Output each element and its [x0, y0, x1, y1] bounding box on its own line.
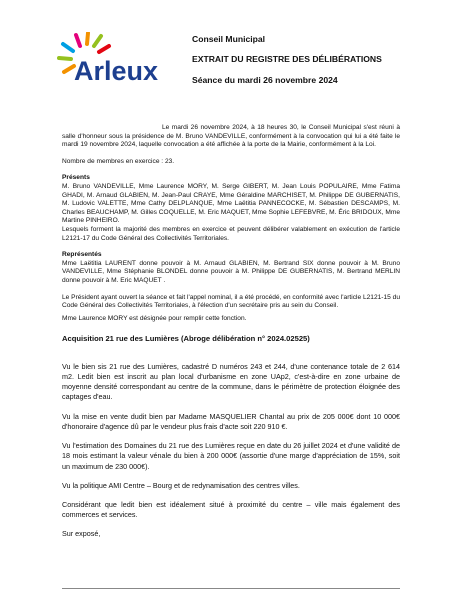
representes-title: Représentés [62, 251, 102, 259]
logo-text: Arleux [74, 56, 159, 86]
representes-list: Mme Laëtitia LAURENT donne pouvoir à M. Arnaud GLABIEN, M. Bertrand SIX donne pouvoir à M. Bruno VANDEVILLE, Mme Stéphanie BLONDEL donne pouvoir à M. Philippe DE GUBERNATIS, M. Bertrand MERLIN donne pouvoir à M. Eric MAQUET . [62, 259, 400, 284]
register-title: EXTRAIT DU REGISTRE DES DÉLIBÉRATIONS [192, 54, 382, 64]
paragraph-2: Vu la mise en vente dudit bien par Madame MASQUELIER Chantal au prix de 205 000€ dont 10 000€ d'honoraire d'agence dû par le vendeur plus frais d'acte soit 220 910 €. [62, 411, 400, 431]
majority-note: Lesquels forment la majorité des membres en exercice et peuvent délibérer valablement en exécution de l'article L2121-17 du Code Général des Collectivités Territoriales. [62, 225, 400, 242]
document-body [62, 124, 400, 540]
deliberation-subject: Acquisition 21 rue des Lumières (Abroge délibération n° 2024.02525) [62, 334, 310, 344]
appel-paragraph: Le Président ayant ouvert la séance et fait l'appel nominal, il a été procédé, en conformité avec l'article L2121-15 du Code Général des Collectivités Territoriales, à l'élection d'un secrétaire pris au sein du Conseil. [62, 293, 400, 310]
deliberation-text [62, 344, 400, 540]
paragraph-3: Vu l'estimation des Domaines du 21 rue des Lumières reçue en date du 26 juillet 2024 et d'une validité de 18 mois estimant la valeur vénale du bien à 200 000€ (assortie d'une marge d'appréciation de 15%, soit un maximum de 230 000€). [62, 441, 400, 471]
footer-divider [62, 588, 400, 589]
arleux-logo [56, 32, 174, 88]
secretary-line: Mme Laurence MORY est désignée pour remplir cette fonction. [62, 314, 247, 322]
paragraph-4: Vu la politique AMI Centre – Bourg et de redynamisation des centres villes. [62, 480, 300, 490]
members-count: Nombre de membres en exercice : 23. [62, 157, 175, 165]
intro-paragraph: Le mardi 26 novembre 2024, à 18 heures 30, le Conseil Municipal s'est réuni à salle d'honneur sous la présidence de M. Bruno VANDEVILLE, conformément à la convocation qui lui a été faite le mardi 19 novembre 2024, laquelle convocation a été affichée à la porte de la Mairie, conformément à la Loi. [62, 124, 400, 149]
paragraph-1: Vu le bien sis 21 rue des Lumières, cadastré D numéros 243 et 244, d'une contenance totale de 2 614 m2. Ledit bien est inscrit au plan local d'urbanisme en zone UAp2, c'est-à-dire en zone urbaine de moyenne densité correspondant au centre de la commune, dans le périmètre de protection éloignée des captages d'eau. [62, 361, 400, 402]
document-header [192, 34, 432, 96]
paragraph-5: Considérant que ledit bien est idéalement situé à proximité du centre – ville mais également des commerces et services. [62, 499, 400, 520]
presents-title: Présents [62, 174, 90, 182]
session-date: Séance du mardi 26 novembre 2024 [192, 75, 338, 85]
council-title: Conseil Municipal [192, 34, 266, 44]
presents-list: M. Bruno VANDEVILLE, Mme Laurence MORY, M. Serge GIBERT, M. Jean Louis POPULAIRE, Mme Fatima GHADI, M. Arnaud GLABIEN, M. Jean-Paul CRAYE, Mme Géraldine MARCHISET, M. Philippe DE GUBERNATIS, M. Ludovic VALETTE, Mme Cathy DELPLANQUE, Mme Laëtitia PANNECOCKE, M. Sébastien DESCAMPS, M. Charles BEAUCHAMP, M. Gilles COQUELLE, M. Eric MAQUET, Mme Sophie LEFEBVRE, M. Éric BRIDOUX, Mme Martine PINHEIRO. [62, 182, 400, 225]
paragraph-6: Sur exposé, [62, 529, 101, 539]
